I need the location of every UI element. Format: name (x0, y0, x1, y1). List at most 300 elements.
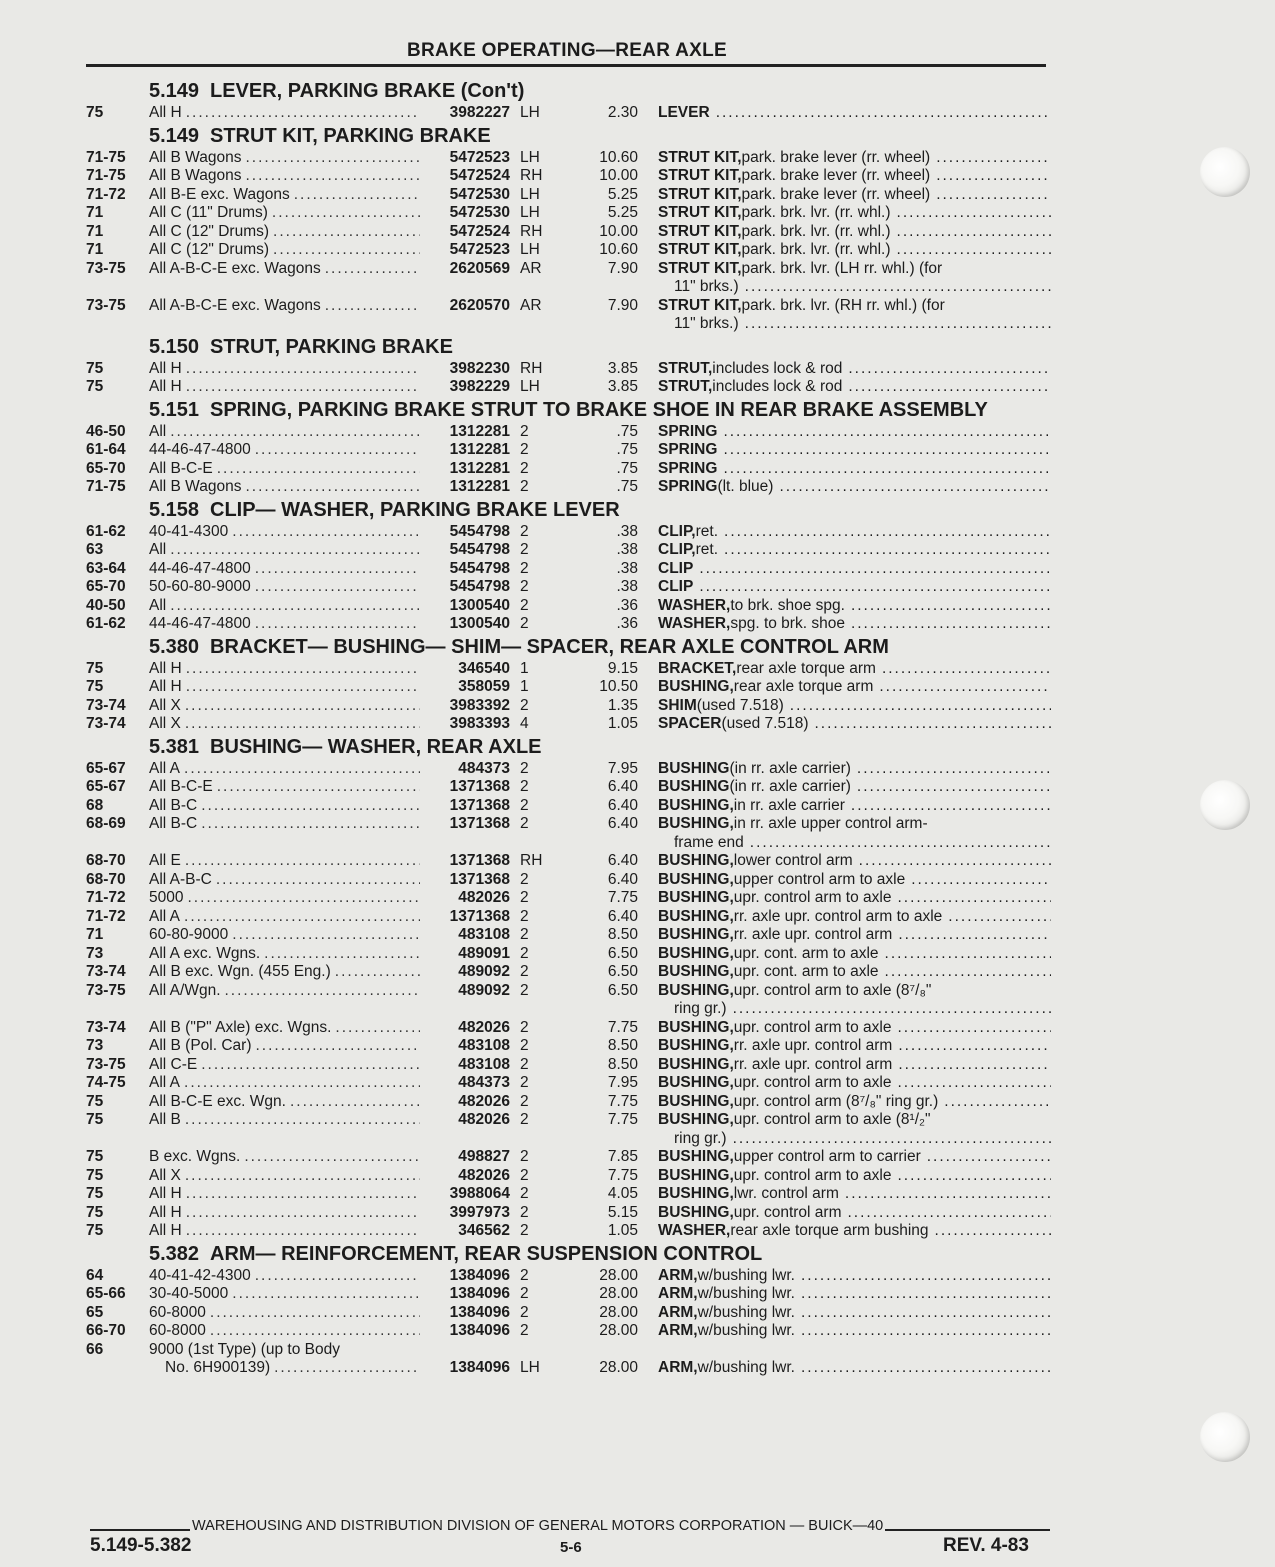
part-number: 498827 (458, 1148, 510, 1165)
leader-dots (251, 560, 420, 579)
model-cell (149, 660, 420, 679)
description-cell (658, 360, 1051, 379)
quantity-empty (520, 834, 564, 853)
model-cell-empty (149, 315, 420, 334)
description-text: (in rr. axle carrier) (729, 778, 851, 795)
leader-dots (784, 697, 1051, 716)
price-empty (564, 834, 658, 853)
quantity: 1 (520, 659, 529, 677)
price: 10.60 (599, 241, 638, 258)
model-years: 71-72 (86, 185, 126, 203)
part-number-empty (420, 1130, 520, 1149)
part-row-continuation (86, 278, 1051, 297)
section-title (86, 334, 1051, 358)
model-years: 63 (86, 541, 104, 558)
part-number (420, 1341, 520, 1360)
section-title (86, 634, 1051, 658)
leader-dots (795, 1322, 1051, 1341)
description-bold: BUSHING, (658, 796, 734, 814)
model-name: 40-41-4300 (149, 522, 229, 540)
description-text: w/bushing lwr. (697, 1322, 795, 1339)
model-name: 30-40-5000 (149, 1285, 229, 1302)
description-text: in rr. axle carrier (733, 796, 845, 814)
description-bold: WASHER, (658, 1222, 731, 1239)
quantity: 2 (520, 870, 529, 888)
quantity: RH (520, 167, 543, 184)
model-cell (149, 778, 420, 797)
description-bold: STRUT, (658, 378, 713, 395)
description-bold: STRUT KIT, (658, 241, 742, 258)
description-text: w/bushing lwr. (697, 1303, 795, 1321)
part-row (86, 1056, 1051, 1075)
model-cell (149, 1074, 420, 1093)
leader-dots (845, 797, 1051, 816)
part-number: 3983392 (449, 696, 510, 714)
quantity: 4 (520, 715, 529, 732)
quantity-empty (520, 1000, 564, 1019)
model-years-empty (86, 834, 149, 853)
price: 7.95 (607, 1074, 638, 1091)
quantity: 2 (520, 1037, 529, 1054)
leader-dots (251, 1267, 420, 1286)
leader-dots (942, 908, 1051, 927)
description-continuation (658, 834, 1051, 853)
model-years: 65 (86, 1303, 104, 1321)
model-years: 68 (86, 796, 104, 814)
description-cell (658, 560, 1051, 579)
price: .36 (616, 615, 638, 632)
part-number: 1371368 (449, 796, 510, 814)
description-text: upr. control arm to axle (8⁷/₈" (733, 981, 932, 999)
description-bold: CLIP (658, 559, 694, 577)
leader-dots (892, 1056, 1051, 1075)
model-cell (149, 441, 420, 460)
quantity-empty (520, 315, 564, 334)
description-bold: STRUT KIT, (658, 204, 742, 221)
part-row-continuation (86, 1130, 1051, 1149)
price: 9.15 (607, 659, 638, 677)
leader-dots (727, 1000, 1051, 1019)
description-cell (658, 1304, 1051, 1323)
leader-dots (270, 1359, 420, 1378)
part-row (86, 560, 1051, 579)
catalog-section (86, 497, 1051, 634)
model-years: 71 (86, 222, 104, 240)
leader-dots (197, 815, 420, 834)
quantity: LH (520, 378, 540, 395)
price: 28.00 (599, 1303, 638, 1321)
part-number: 1312281 (449, 422, 510, 440)
description-cell (658, 167, 1051, 186)
model-name: All A (149, 907, 181, 925)
price: 3.85 (607, 359, 638, 377)
part-row-continuation (86, 1000, 1051, 1019)
description-cell (658, 1074, 1051, 1093)
description-bold: BUSHING, (658, 678, 734, 695)
price: 3.85 (607, 378, 638, 395)
model-name: 60-80-9000 (149, 926, 229, 943)
quantity: 2 (520, 522, 529, 540)
model-cell (149, 523, 420, 542)
model-cell (149, 926, 420, 945)
leader-dots (929, 1222, 1051, 1241)
description-text: rr. axle upr. control arm (733, 926, 893, 943)
leader-dots (197, 797, 420, 816)
model-cell (149, 1359, 420, 1378)
price: 6.50 (607, 944, 638, 962)
quantity: 2 (520, 615, 529, 632)
model-cell (149, 1019, 420, 1038)
leader-dots (873, 678, 1051, 697)
description-bold: BUSHING, (658, 1166, 734, 1184)
description-text: park. brk. lvr. (rr. whl.) (741, 222, 891, 240)
model-cell (149, 1267, 420, 1286)
part-number: 489092 (458, 963, 510, 980)
part-row (86, 223, 1051, 242)
part-row (86, 578, 1051, 597)
quantity-empty (520, 1130, 564, 1149)
price: 5.25 (607, 185, 638, 203)
description-bold: BUSHING, (658, 1092, 734, 1110)
part-number: 5454798 (449, 578, 510, 595)
description-text: includes lock & rod (712, 359, 843, 377)
section-number: 5.382 (149, 1242, 200, 1265)
part-number: 484373 (458, 759, 510, 777)
description-cell (658, 760, 1051, 779)
leader-dots (879, 945, 1051, 964)
model-name: All A-B-C (149, 870, 212, 888)
price: 7.75 (607, 889, 638, 906)
model-years-empty (86, 1359, 149, 1378)
leader-dots (182, 104, 420, 123)
leader-dots (892, 1037, 1051, 1056)
model-years: 61-62 (86, 522, 126, 540)
model-cell-empty (149, 834, 420, 853)
leader-dots (181, 852, 420, 871)
price: .38 (616, 578, 638, 595)
leader-dots (241, 478, 420, 497)
price: 10.00 (599, 167, 638, 184)
quantity: 2 (520, 796, 529, 814)
part-number: 5454798 (449, 559, 510, 577)
price: 7.95 (607, 759, 638, 777)
description-text: lower control arm (733, 852, 853, 869)
model-years: 71 (86, 926, 104, 943)
model-name: All (149, 541, 167, 558)
part-row (86, 926, 1051, 945)
model-name: 5000 (149, 889, 184, 906)
leader-dots (891, 241, 1051, 260)
section-number: 5.150 (149, 335, 200, 358)
quantity: 2 (520, 1074, 529, 1091)
description-bold: LEVER (658, 104, 710, 121)
part-number: 1300540 (449, 596, 510, 614)
quantity: 2 (520, 963, 529, 980)
leader-dots (718, 541, 1051, 560)
description-text: park. brake lever (rr. wheel) (741, 167, 931, 184)
description-cell (658, 1167, 1051, 1186)
part-number: 1300540 (449, 615, 510, 632)
quantity: 2 (520, 815, 529, 832)
description-text: upr. control arm to axle (733, 889, 892, 906)
section-name: SPRING, PARKING BRAKE STRUT TO BRAKE SHOE IN REAR BRAKE ASSEMBLY (210, 398, 988, 421)
model-years-empty (86, 278, 149, 297)
part-number: 1371368 (449, 907, 510, 925)
model-years: 71-72 (86, 889, 126, 906)
model-name: All H (149, 1222, 182, 1239)
leader-dots (206, 1304, 420, 1323)
model-cell (149, 360, 420, 379)
catalog-section (86, 634, 1051, 734)
model-name: All X (149, 1166, 181, 1184)
part-number: 346540 (458, 659, 510, 677)
leader-dots (269, 241, 420, 260)
part-number: 3982227 (449, 104, 510, 121)
model-years-empty (86, 315, 149, 334)
model-cell (149, 260, 420, 279)
leader-dots (180, 1074, 420, 1093)
leader-dots (921, 1148, 1051, 1167)
model-cell (149, 167, 420, 186)
part-row (86, 1074, 1051, 1093)
model-cell (149, 149, 420, 168)
part-row (86, 1185, 1051, 1204)
model-name: All H (149, 659, 182, 677)
description-bold: STRUT KIT, (658, 222, 742, 240)
description-cell (658, 1019, 1051, 1038)
leader-dots (181, 1167, 420, 1186)
model-cell (149, 908, 420, 927)
part-row (86, 1111, 1051, 1130)
leader-dots (182, 660, 420, 679)
model-name: All C (11" Drums) (149, 204, 268, 221)
leader-dots (851, 778, 1051, 797)
part-row (86, 889, 1051, 908)
catalog-section (86, 397, 1051, 497)
description-bold: ARM, (658, 1303, 698, 1321)
model-years: 73-74 (86, 696, 126, 714)
description-text: to brk. shoe spg. (730, 596, 845, 614)
quantity: 2 (520, 778, 529, 795)
model-cell (149, 297, 420, 316)
quantity: 2 (520, 759, 529, 777)
quantity: 2 (520, 1185, 529, 1202)
part-row (86, 1304, 1051, 1323)
description-cell (658, 460, 1051, 479)
description-cell (658, 1359, 1051, 1378)
quantity: 2 (520, 1303, 529, 1321)
quantity: LH (520, 204, 540, 221)
description-cell (658, 982, 1051, 1001)
description-bold: SPACER (658, 715, 722, 732)
part-number: 358059 (458, 678, 510, 695)
description-bold: BUSHING, (658, 1185, 734, 1202)
description-cell (658, 104, 1051, 123)
model-name: All H (149, 678, 182, 695)
quantity: AR (520, 296, 542, 314)
part-row (86, 1148, 1051, 1167)
description-cell (658, 241, 1051, 260)
quantity: 2 (520, 541, 529, 558)
leader-dots (727, 1130, 1051, 1149)
model-name: All A-B-C-E exc. Wagons (149, 259, 321, 277)
price: 8.50 (607, 926, 638, 943)
price: .75 (616, 422, 638, 440)
model-name: All H (149, 1203, 182, 1221)
description-text: upr. control arm (733, 1203, 842, 1221)
model-name: B exc. Wgns. (149, 1148, 241, 1165)
leader-dots (268, 204, 420, 223)
price: .38 (616, 559, 638, 577)
description-text: rear axle torque arm (736, 659, 876, 677)
part-row (86, 678, 1051, 697)
part-row (86, 852, 1051, 871)
part-row (86, 1167, 1051, 1186)
description-text: w/bushing lwr. (697, 1285, 795, 1302)
quantity: 2 (520, 459, 529, 477)
price: 28.00 (599, 1266, 638, 1284)
section-title (86, 734, 1051, 758)
model-name: All B Wagons (149, 167, 242, 184)
section-name: STRUT, PARKING BRAKE (210, 335, 453, 358)
model-cell (149, 982, 420, 1001)
section-title (86, 397, 1051, 421)
leader-dots (930, 186, 1051, 205)
description-bold: STRUT KIT, (658, 167, 742, 184)
section-title (86, 1241, 1051, 1265)
model-name: All C (12" Drums) (149, 241, 270, 258)
quantity: 2 (520, 1166, 529, 1184)
leader-dots (879, 963, 1051, 982)
quantity: RH (520, 359, 543, 377)
model-cell (149, 1037, 420, 1056)
model-name: All H (149, 378, 182, 395)
leader-dots (891, 889, 1051, 908)
price: .38 (616, 541, 638, 558)
footer-rule-left (90, 1529, 190, 1531)
part-row (86, 104, 1051, 123)
price: 6.40 (607, 796, 638, 814)
model-name: All A (149, 1074, 181, 1091)
description-cell (658, 578, 1051, 597)
binder-hole-bottom (1200, 1412, 1250, 1462)
model-years: 73-75 (86, 981, 126, 999)
price-empty (564, 278, 658, 297)
description-bold: BUSHING, (658, 1111, 734, 1128)
part-number: 5472524 (449, 222, 510, 240)
leader-dots (710, 104, 1051, 123)
leader-dots (228, 926, 420, 945)
description-cell (658, 1093, 1051, 1112)
description-bold: BUSHING, (658, 1203, 734, 1221)
description-text: ring gr.) (674, 1000, 727, 1017)
part-row (86, 1204, 1051, 1223)
part-number: 2620570 (449, 296, 510, 314)
leader-dots (321, 297, 420, 316)
quantity: LH (520, 148, 540, 166)
part-row (86, 297, 1051, 316)
part-number: 1384096 (449, 1359, 510, 1376)
model-cell (149, 241, 420, 260)
model-cell (149, 223, 420, 242)
leader-dots (853, 852, 1051, 871)
description-bold: BUSHING, (658, 944, 734, 962)
description-text: upper control arm to carrier (733, 1148, 921, 1165)
part-row (86, 963, 1051, 982)
footer-line (90, 1518, 1050, 1534)
catalog-section (86, 1241, 1051, 1378)
description-cell (658, 1056, 1051, 1075)
model-years: 73 (86, 944, 104, 962)
model-name: All H (149, 104, 182, 121)
part-row (86, 697, 1051, 716)
part-row (86, 186, 1051, 205)
description-bold: CLIP (658, 578, 694, 595)
leader-dots (252, 1037, 421, 1056)
leader-dots (182, 360, 420, 379)
model-cell (149, 1322, 420, 1341)
model-cell (149, 889, 420, 908)
quantity: LH (520, 241, 540, 258)
price: .75 (616, 478, 638, 495)
quantity: 2 (520, 944, 529, 962)
price: 10.60 (599, 148, 638, 166)
leader-dots (693, 578, 1051, 597)
description-bold: BUSHING, (658, 889, 734, 906)
description-text: 11" brks.) (674, 315, 739, 332)
model-name: All B-C-E (149, 459, 213, 477)
description-cell (658, 423, 1051, 442)
price: 7.75 (607, 1111, 638, 1128)
price: 28.00 (599, 1359, 638, 1376)
model-cell (149, 186, 420, 205)
model-cell (149, 715, 420, 734)
leader-dots (718, 523, 1051, 542)
model-name: All X (149, 715, 181, 732)
leader-dots (212, 871, 420, 890)
leader-dots (744, 834, 1051, 853)
description-cell (658, 478, 1051, 497)
description-text: upper control arm to axle (733, 870, 906, 888)
footer-page-number: 5-6 (560, 1539, 582, 1556)
part-row (86, 715, 1051, 734)
model-years: 65-66 (86, 1285, 126, 1302)
model-years: 73-75 (86, 1055, 126, 1073)
part-row (86, 478, 1051, 497)
description-text: park. brake lever (rr. wheel) (741, 148, 931, 166)
description-cell (658, 1285, 1051, 1304)
leader-dots (842, 378, 1051, 397)
model-name: All A exc. Wgns. (149, 944, 261, 962)
model-cell (149, 697, 420, 716)
leader-dots (221, 982, 421, 1001)
leader-dots (717, 460, 1051, 479)
section-name: ARM— REINFORCEMENT, REAR SUSPENSION CONTROL (210, 1242, 763, 1265)
leader-dots (228, 1285, 420, 1304)
model-cell (149, 104, 420, 123)
description-cell (658, 945, 1051, 964)
description-continuation (658, 1130, 1051, 1149)
model-years: 73-75 (86, 296, 126, 314)
part-number: 3982229 (449, 378, 510, 395)
part-row (86, 597, 1051, 616)
part-number: 482026 (458, 1092, 510, 1110)
description-cell (658, 871, 1051, 890)
part-number: 3988064 (449, 1185, 510, 1202)
description-cell (658, 1222, 1051, 1241)
model-cell (149, 1222, 420, 1241)
model-cell-empty (149, 278, 420, 297)
